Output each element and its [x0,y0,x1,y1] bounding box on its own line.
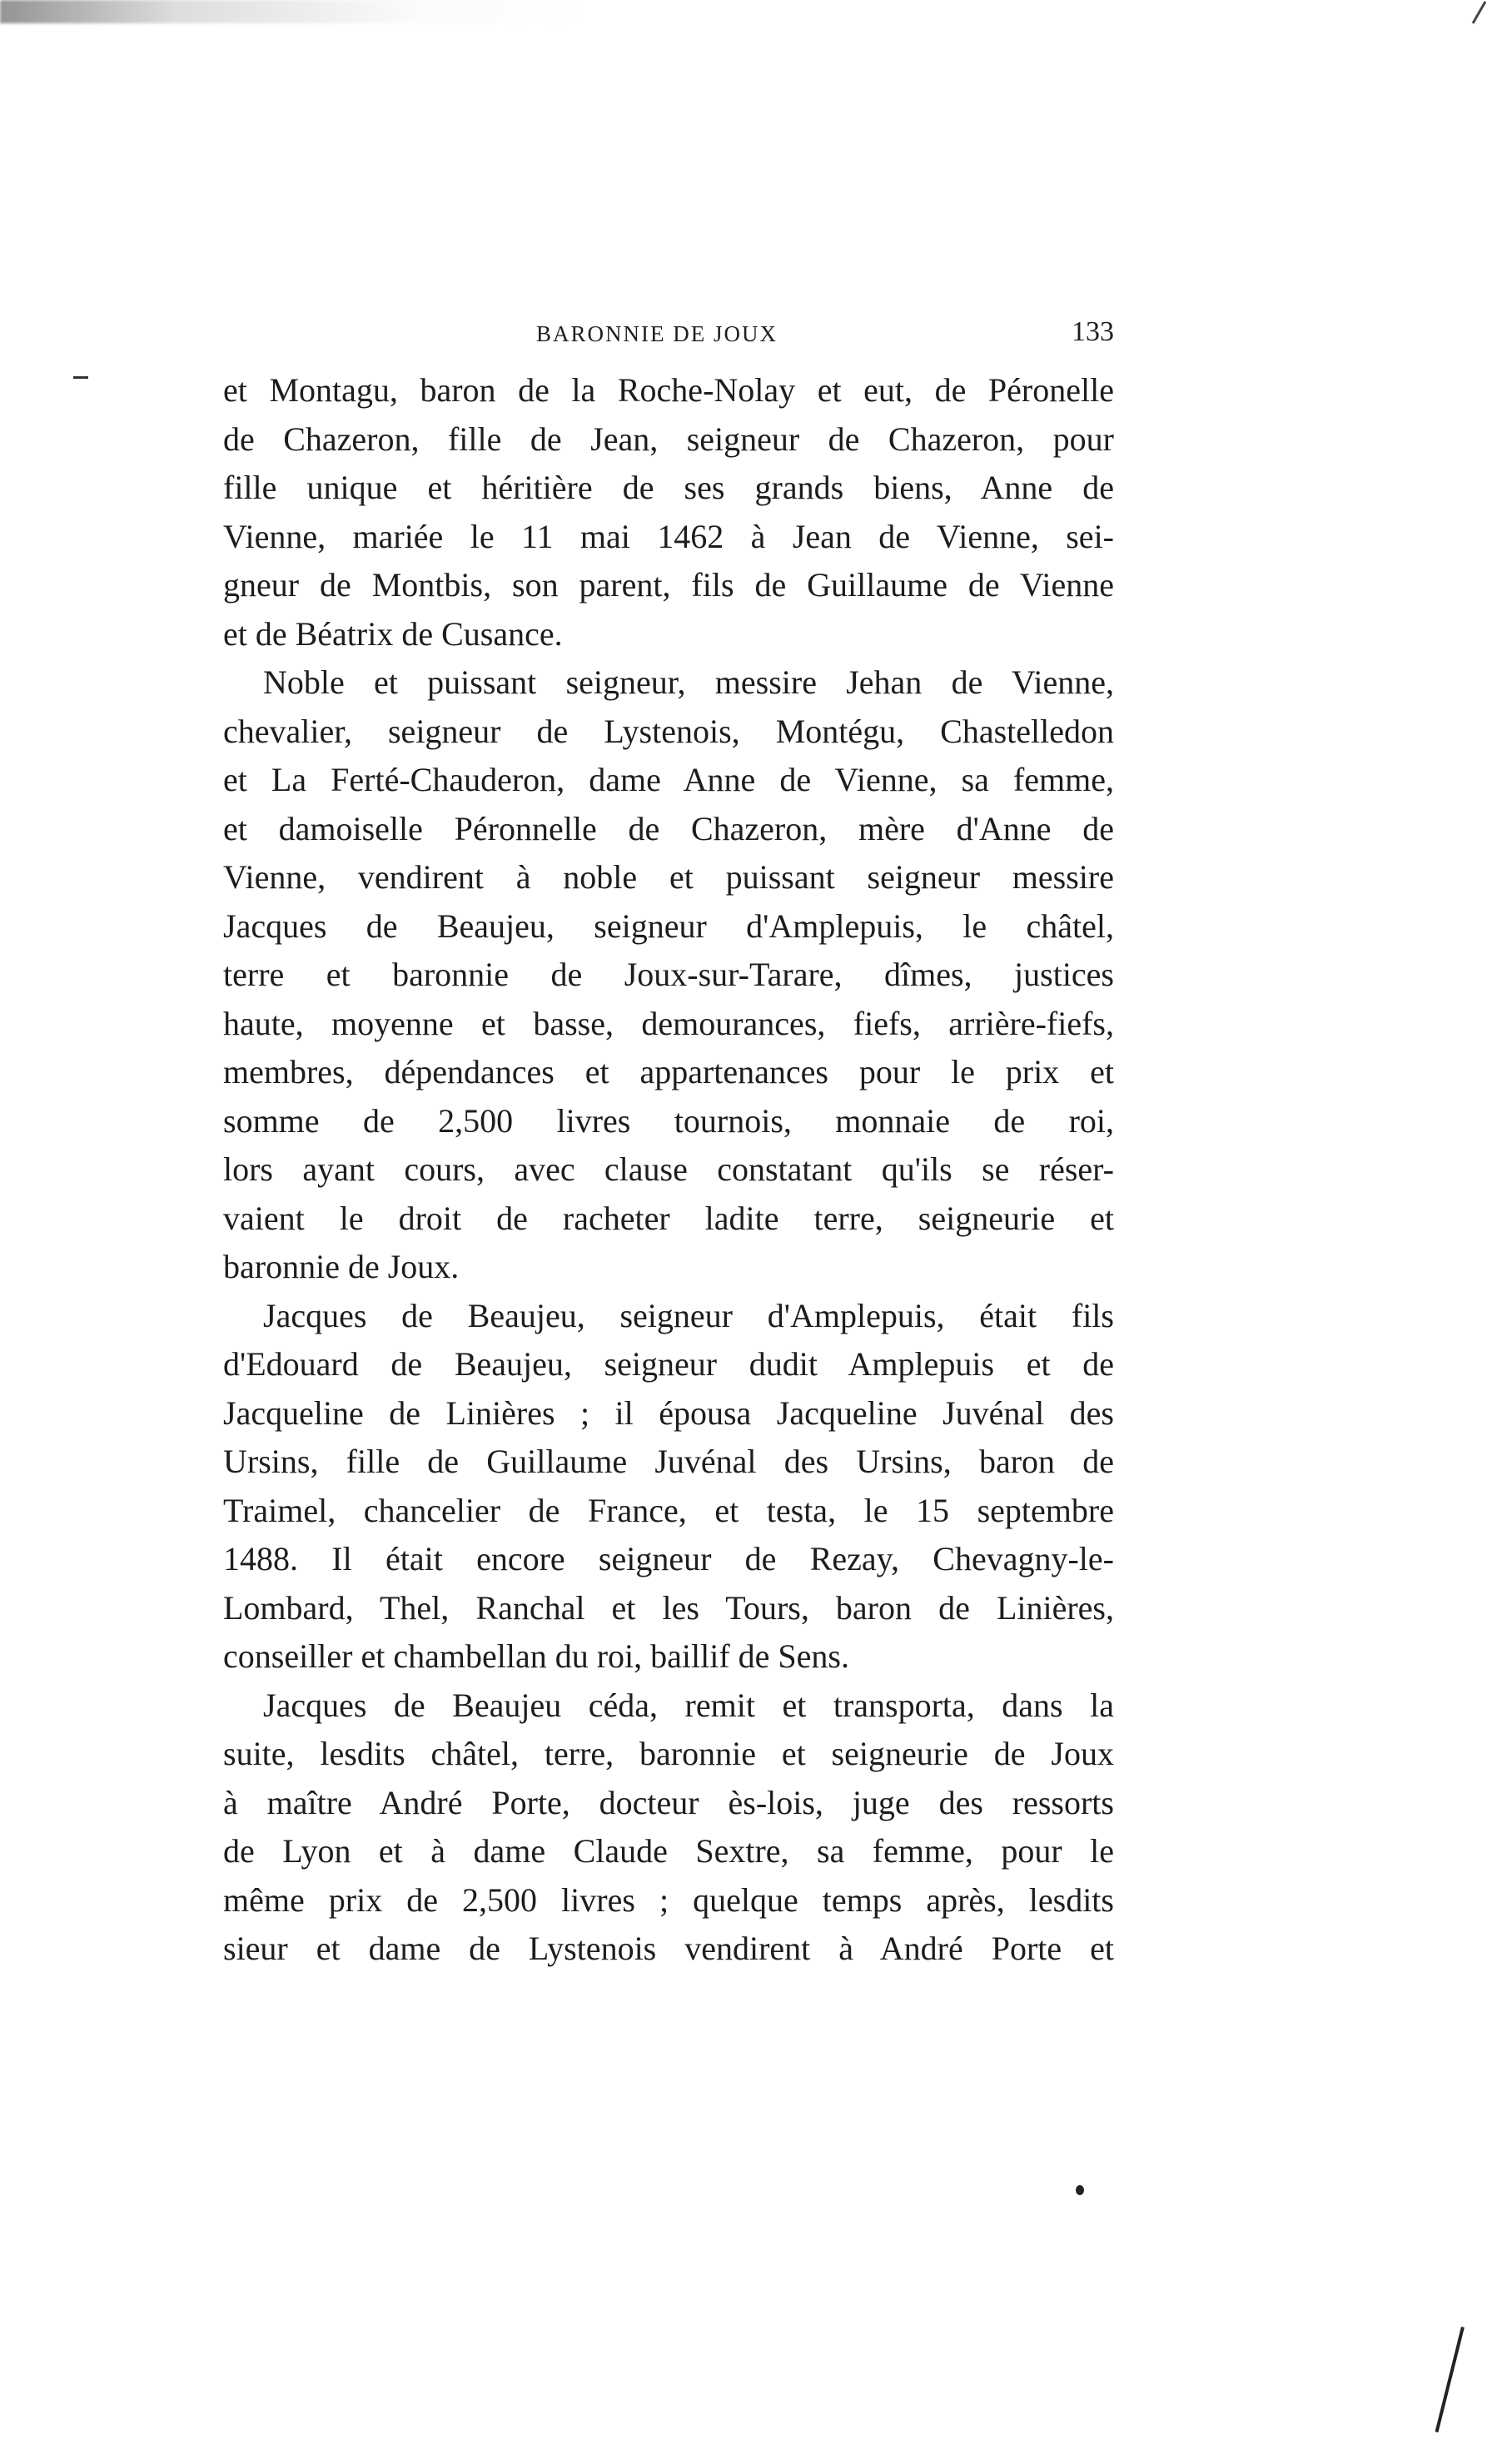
text-line: Jacques de Beaujeu, seigneur d'Amplepuis, était fils [263,1296,1114,1334]
text-line: Jacques de Beaujeu céda, remit et transporta, dans la [263,1686,1114,1724]
text-line: conseiller et chambellan du roi, baillif de Sens. [223,1637,849,1675]
text-line: et Montagu, baron de la Roche-Nolay et eut, de Péronelle [223,371,1114,409]
text-line: fille unique et héritière de ses grands biens, Anne de [223,469,1114,506]
text-line: Traimel, chancelier de France, et testa, le 15 septembre [223,1491,1114,1529]
scan-edge-smudge [0,0,583,23]
text-line: Vienne, mariée le 11 mai 1462 à Jean de Vienne, sei- [223,517,1114,555]
page-number: 133 [1072,316,1114,347]
text-line: membres, dépendances et appartenances pour le prix et [223,1053,1114,1090]
text-line: Jacqueline de Linières ; il épousa Jacqueline Juvénal des [223,1393,1114,1432]
text-line: et La Ferté-Chauderon, dame Anne de Vienne, sa femme, [223,761,1114,798]
text-line: somme de 2,500 livres tournois, monnaie de roi, [223,1101,1114,1140]
paragraph-2 [223,658,1114,1292]
scan-mark-top-right [1472,1,1487,23]
text-line: terre et baronnie de Joux-sur-Tarare, dîmes, justices [223,956,1114,993]
text-line: chevalier, seigneur de Lystenois, Montégu, Chastelledon [223,712,1114,750]
paragraph-4 [223,1682,1114,1974]
text-line: gneur de Montbis, son parent, fils de Guillaume de Vienne [223,566,1114,604]
text-line: de Lyon et à dame Claude Sextre, sa femme, pour le [223,1832,1114,1870]
text-line: sieur et dame de Lystenois vendirent à André Porte et [223,1930,1114,1967]
text-line: 1488. Il était encore seigneur de Rezay, Chevagny-le- [223,1540,1114,1577]
text-line: Ursins, fille de Guillaume Juvénal des Ursins, baron de [223,1443,1114,1480]
text-line: d'Edouard de Beaujeu, seigneur dudit Amplepuis et de [223,1345,1114,1383]
page-header [223,316,1114,358]
text-line: Noble et puissant seigneur, messire Jehan de Vienne, [263,663,1114,701]
text-line: suite, lesdits châtel, terre, baronnie et seigneurie de Joux [223,1735,1114,1772]
text-line: Jacques de Beaujeu, seigneur d'Amplepuis, le châtel, [223,907,1114,945]
paragraph-3 [223,1292,1114,1682]
text-line: Vienne, vendirent à noble et puissant seigneur messire [223,858,1114,896]
paragraph-1 [223,366,1114,658]
running-head: BARONNIE DE JOUX [536,321,778,346]
text-line: même prix de 2,500 livres ; quelque temps après, lesdits [223,1880,1114,1919]
text-line: haute, moyenne et basse, demourances, fiefs, arrière-fiefs, [223,1004,1114,1042]
text-line: à maître André Porte, docteur ès-lois, juge des ressorts [223,1783,1114,1821]
text-line: de Chazeron, fille de Jean, seigneur de Chazeron, pour [223,420,1114,458]
text-line: lors ayant cours, avec clause constatant qu'ils se réser- [223,1150,1114,1188]
scan-mark-dot [1076,2185,1084,2195]
text-line: vaient le droit de racheter ladite terre, seigneurie et [223,1199,1114,1237]
body-text [223,366,1114,1974]
scan-mark-slash [1435,2327,1465,2432]
text-line: et de Béatrix de Cusance. [223,614,563,653]
text-line: baronnie de Joux. [223,1248,460,1285]
text-line: et damoiselle Péronnelle de Chazeron, mère d'Anne de [223,809,1114,847]
text-line: Lombard, Thel, Ranchal et les Tours, baron de Linières, [223,1588,1114,1627]
scan-mark-left-dash [73,376,88,379]
